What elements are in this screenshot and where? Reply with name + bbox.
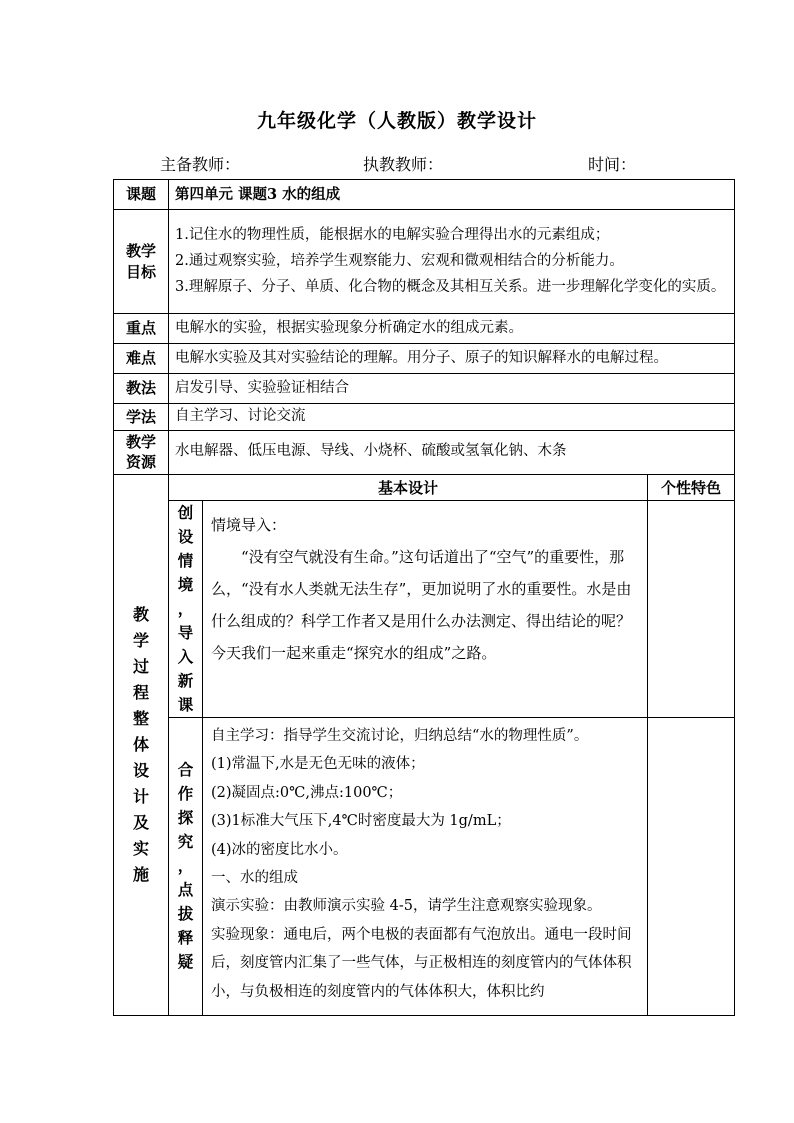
stage1-label-char: 创 <box>177 502 194 522</box>
stage1-label-char: 入 <box>177 646 194 666</box>
difficulties-label: 难点 <box>114 344 169 374</box>
learning-row <box>114 404 735 431</box>
stage2-label-char: 疑 <box>177 952 194 972</box>
process-label-char: 计 <box>132 786 149 806</box>
stage1-label-char: 导 <box>177 622 194 642</box>
process-label-char: 程 <box>132 682 149 702</box>
learning-label: 学法 <box>114 404 169 431</box>
stage2-label <box>169 717 203 1015</box>
difficulties-row <box>114 344 735 374</box>
topic-row <box>114 180 735 210</box>
process-label-char: 施 <box>132 864 149 884</box>
topic-value: 第四单元 课题3 水的组成 <box>169 180 735 210</box>
stage2-line: 演示实验：由教师演示实验 4-5，请学生注意观察实验现象。 <box>211 898 602 915</box>
stage1-label-char: 新 <box>177 670 194 690</box>
key-points-value: 电解水的实验，根据实验现象分析确定水的组成元素。 <box>169 314 735 344</box>
stage1-content <box>203 500 648 717</box>
stage2-personal-cell <box>648 717 735 1015</box>
basic-design-header: 基本设计 <box>169 474 648 500</box>
stage1-row <box>114 500 735 717</box>
stage1-label <box>169 500 203 717</box>
stage2-line: (1)常温下,水是无色无味的液体； <box>211 756 425 773</box>
stage1-label-char: 境 <box>177 574 194 594</box>
method-value: 启发引导、实验验证相结合 <box>169 374 735 404</box>
stage2-label-char: 作 <box>177 784 194 804</box>
resources-row <box>114 430 735 474</box>
stage2-content <box>203 717 648 1015</box>
stage2-line: 一、水的组成 <box>211 869 298 886</box>
stage2-label-char: 释 <box>177 928 194 948</box>
lead-teacher-label: 主备教师： <box>160 155 241 174</box>
stage1-label-char: 设 <box>177 526 194 546</box>
stage2-label-char: 拔 <box>177 904 194 924</box>
resources-value: 水电解器、低压电源、导线、小烧杯、硫酸或氢氧化钠、木条 <box>169 430 735 474</box>
learning-value: 自主学习、讨论交流 <box>169 404 735 431</box>
stage2-label-char: ， <box>177 856 194 876</box>
key-points-label: 重点 <box>114 314 169 344</box>
process-label-char: 学 <box>132 630 149 650</box>
key-points-row <box>114 314 735 344</box>
personal-features-header: 个性特色 <box>648 474 735 500</box>
time-label: 时间： <box>588 155 637 174</box>
objectives-label-line1: 教学 <box>125 242 156 261</box>
topic-label: 课题 <box>114 180 169 210</box>
objective-item: 3.理解原子、分子、单质、化合物的概念及其相互关系。进一步理解化学变化的实质。 <box>175 279 726 295</box>
process-label-char: 实 <box>132 838 149 858</box>
difficulties-value: 电解水实验及其对实验结论的理解。用分子、原子的知识解释水的电解过程。 <box>169 344 735 374</box>
objectives-row <box>114 210 735 314</box>
stage2-label-char: 究 <box>177 832 194 852</box>
process-label-char: 设 <box>132 760 149 780</box>
document-title: 九年级化学（人教版）教学设计 <box>256 110 537 132</box>
process-label-char: 过 <box>132 656 149 676</box>
resources-label-line1: 教学 <box>125 433 156 451</box>
stage1-paragraph: “没有空气就没有生命。”这句话道出了“空气”的重要性，那么，“没有水人类就无法生存”，更加说明了水的重要性。水是由什么组成的？科学工作者又是用什么办法测定、得出结论的呢？今天我们一起来重走“探究水的组成”之路。 <box>211 547 632 662</box>
stage1-label-char: 课 <box>177 694 194 714</box>
process-label-char: 整 <box>132 708 149 728</box>
teaching-teacher-label: 执教教师： <box>363 155 444 174</box>
resources-label-line2: 资源 <box>125 453 156 472</box>
stage2-line: (3)1标准大气压下,4℃时密度最大为 1g/mL； <box>211 813 511 830</box>
stage2-label-char: 点 <box>177 880 194 900</box>
process-label-char: 体 <box>132 734 149 754</box>
stage1-label-char: ， <box>177 598 194 618</box>
teacher-info-line <box>0 152 794 174</box>
process-label-char: 及 <box>132 812 149 832</box>
stage2-row <box>114 717 735 1015</box>
resources-label <box>114 430 169 474</box>
lesson-plan-table <box>113 179 735 1016</box>
stage2-line: 实验现象：通电后，两个电极的表面都有气泡放出。通电一段时间后，刻度管内汇集了一些气体，与正极相连的刻度管内的气体体积小，与负极相连的刻度管内的气体体积大，体积比约 <box>211 926 632 1000</box>
process-label-char: 教 <box>132 604 149 624</box>
stage1-label-char: 情 <box>177 550 194 570</box>
objectives-list <box>169 210 735 314</box>
stage1-personal-cell <box>648 500 735 717</box>
objective-item: 1.记住水的物理性质，能根据水的电解实验合理得出水的元素组成； <box>175 226 610 243</box>
method-row <box>114 374 735 404</box>
stage2-label-char: 合 <box>177 760 194 780</box>
objectives-label <box>114 210 169 314</box>
method-label: 教法 <box>114 374 169 404</box>
stage2-line: (2)凝固点:0℃,沸点:100℃； <box>211 784 403 801</box>
stage2-line: (4)冰的密度比水小。 <box>211 841 348 858</box>
process-header-row <box>114 474 735 500</box>
objective-item: 2.通过观察实验，培养学生观察能力、宏观和微观相结合的分析能力。 <box>175 252 624 269</box>
stage1-heading: 情境导入： <box>211 515 287 534</box>
stage2-label-char: 探 <box>177 808 194 828</box>
process-label <box>114 474 169 1015</box>
objectives-label-line2: 目标 <box>125 262 156 281</box>
stage2-line: 自主学习：指导学生交流讨论，归纳总结“水的物理性质”。 <box>211 727 589 744</box>
